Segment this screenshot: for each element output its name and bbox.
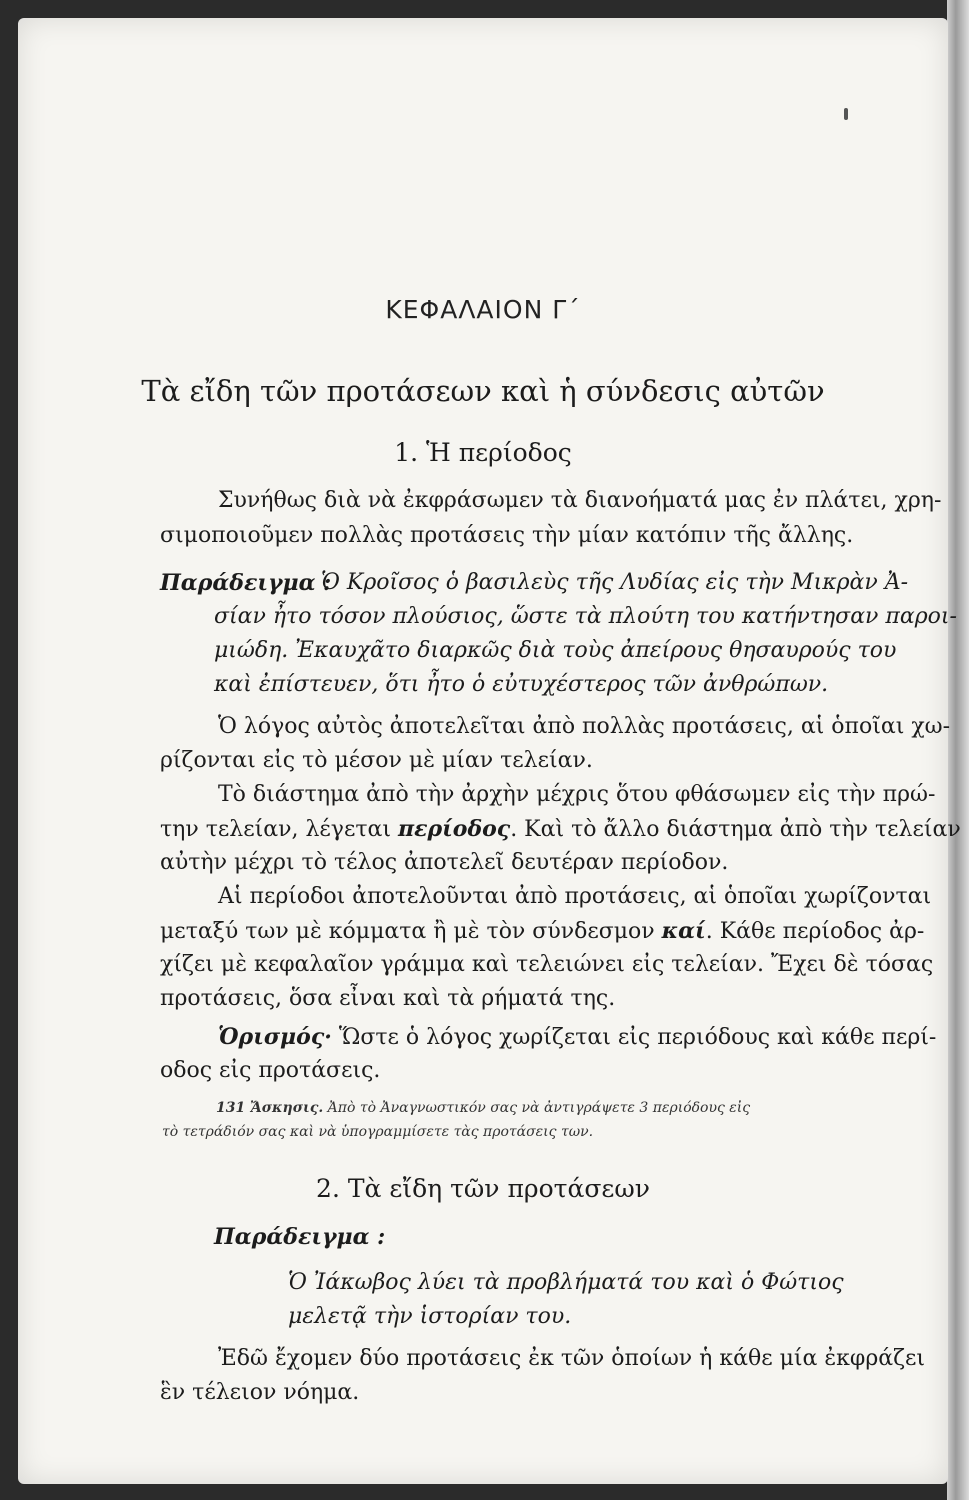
exercise-text: Ἀπὸ τὸ Ἀναγνωστικόν σας νὰ ἀντιγράψετε 3 περιόδους εἰς [323,1100,751,1116]
definition-text: Ὥστε ὁ λόγος χωρίζεται εἰς περιόδους καὶ κάθε περί- [331,1025,937,1050]
para3-line-1: Τὸ διάστημα ἀπὸ τὴν ἀρχὴν μέχρις ὅτου φθάσωμεν εἰς τὴν πρώ- [218,782,936,807]
definition-line-2: οδος εἰς προτάσεις. [160,1058,381,1083]
para4-line-2-end: . Κάθε περίοδος ἀρ- [705,919,925,944]
section2-para-line-1: Ἐδῶ ἔχομεν δύο προτάσεις ἐκ τῶν ὁποίων ἡ κάθε μία ἐκφράζει [218,1346,926,1371]
example-1-line-4: καὶ ἐπίστευεν, ὅτι ἦτο ὁ εὐτυχέστερος τῶν ἀνθρώπων. [214,672,829,697]
exercise-line-2: τὸ τετράδιόν σας καὶ νὰ ὑπογραμμίσετε τὰς προτάσεις των. [162,1124,594,1140]
exercise-line-1 [216,1100,750,1116]
section2-para-line-2: ἓν τέλειον νόημα. [160,1380,360,1405]
example-1-line-2: σίαν ἦτο τόσον πλούσιος, ὥστε τὰ πλούτη του κατήντησαν παροι- [214,604,957,629]
para4-line-1: Αἱ περίοδοι ἀποτελοῦνται ἀπὸ προτάσεις, αἱ ὁποῖαι χωρίζονται [218,884,932,909]
para4-line-2-start: μεταξύ των μὲ κόμματα ἢ μὲ τὸν σύνδεσμον [160,919,662,944]
para2-line-2: ρίζονται εἰς τὸ μέσον μὲ μίαν τελείαν. [160,748,593,773]
example-2-line-2: μελετᾷ τὴν ἱστορίαν του. [288,1304,572,1329]
term-periodos: περίοδος [398,816,511,842]
term-kai: καί [661,918,706,944]
para2-line-1: Ὁ λόγος αὐτὸς ἀποτελεῖται ἀπὸ πολλὰς προτάσεις, αἱ ὁποῖαι χω- [218,714,951,739]
para3-line-2-start: την τελείαν, λέγεται [160,817,399,842]
ink-speck-icon [844,108,848,120]
para4-line-4: προτάσεις, ὅσα εἶναι καὶ τὰ ρήματά της. [160,986,616,1011]
intro-line-2: σιμοποιοῦμεν πολλὰς προτάσεις τὴν μίαν κατόπιν τῆς ἄλλης. [160,523,854,548]
exercise-label: 131 Ἄσκησις. [216,1100,324,1116]
example-label-1: Παράδειγμα : [160,570,332,596]
example-1-line-1: Ὁ Κροῖσος ὁ βασιλεὺς τῆς Λυδίας εἰς τὴν Μικρὰν Ἀ- [321,570,909,595]
section-1-heading: 1. Ἡ περίοδος [394,438,572,467]
para4-line-3: χίζει μὲ κεφαλαῖον γράμμα καὶ τελειώνει εἰς τελείαν. Ἔχει δὲ τόσας [160,952,934,977]
definition-line-1 [218,1022,936,1053]
intro-line-1: Συνήθως διὰ νὰ ἐκφράσωμεν τὰ διανοήματά μας ἐν πλάτει, χρη- [218,488,942,513]
page-edge-strip [947,0,969,1500]
section-2-heading: 2. Τὰ εἴδη τῶν προτάσεων [316,1174,650,1203]
para3-line-2 [160,814,961,845]
example-2-line-1: Ὁ Ἰάκωβος λύει τὰ προβλήματά του καὶ ὁ Φώτιος [288,1270,844,1295]
example-1-line-3: μιώδη. Ἐκαυχᾶτο διαρκῶς διὰ τοὺς ἀπείρους θησαυρούς του [214,638,897,663]
definition-label: Ὁρισμός· [218,1024,332,1050]
page-title: Τὰ εἴδη τῶν προτάσεων καὶ ἡ σύνδεσις αὐτῶν [141,374,825,408]
example-label-2: Παράδειγμα : [214,1224,386,1250]
chapter-heading: ΚΕΦΑΛΑΙΟΝ Γ΄ [385,295,581,324]
para4-line-2 [160,916,924,947]
book-page [18,18,961,1484]
para3-line-3: αὐτὴν μέχρι τὸ τέλος ἀποτελεῖ δευτέραν περίοδον. [160,850,729,875]
para3-line-2-end: . Καὶ τὸ ἄλλο διάστημα ἀπὸ τὴν τελείαν [510,817,961,842]
